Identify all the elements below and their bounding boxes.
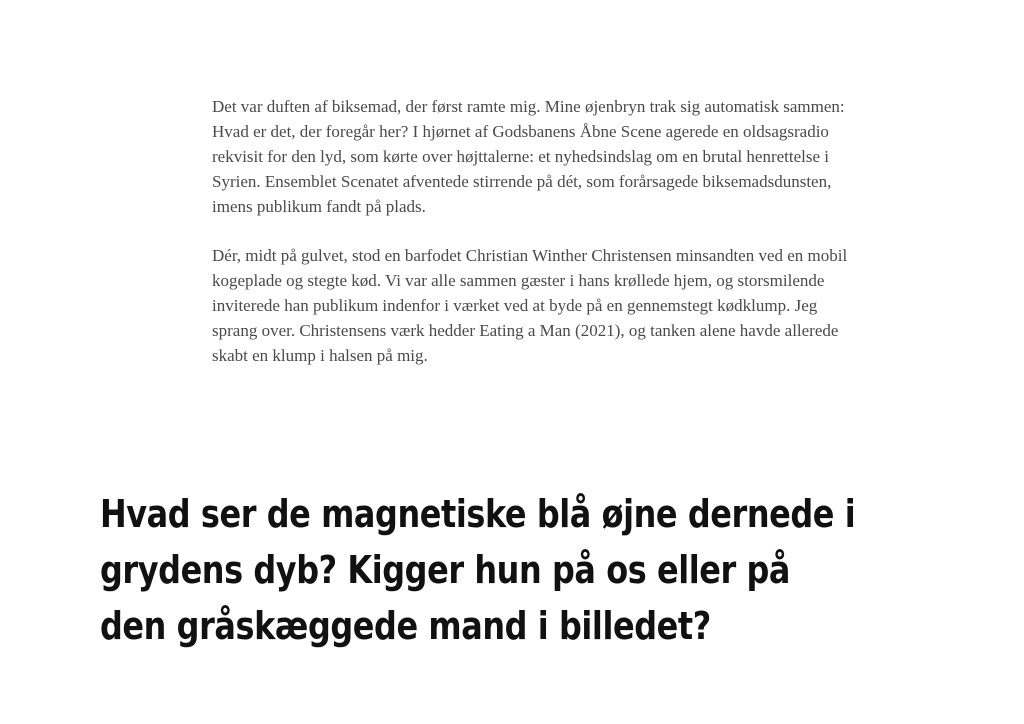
- article-body: [212, 94, 862, 392]
- article-paragraph-2: Dér, midt på gulvet, stod en barfodet Christian Winther Christensen minsandten ved en mobil kogeplade og stegte kød. Vi var alle sammen gæster i hans krøllede hjem, og storsmilende inviterede han publikum indenfor i værket ved at byde på en gennemstegt kødklump. Jeg sprang over. Christensens værk hedder Eating a Man (2021), og tanken alene havde allerede skabt en klump i halsen på mig.: [212, 246, 848, 365]
- article-paragraph-1: Det var duften af biksemad, der først ramte mig. Mine øjenbryn trak sig automatisk sammen: Hvad er det, der foregår her? I hjørnet af Godsbanens Åbne Scene agerede en oldsagsradio rekvisit for den lyd, som kørte over højttalerne: et nyhedsindslag om en brutal henrettelse i Syrien. Ensemblet Scenatet afventede stirrende på dét, som forårsagede biksemadsdunsten, imens publikum fandt på plads.: [212, 97, 845, 216]
- pull-quote: Hvad ser de magnetiske blå øjne dernede i grydens dyb? Kigger hun på os eller på den gråskæggede mand i billedet?: [100, 492, 856, 648]
